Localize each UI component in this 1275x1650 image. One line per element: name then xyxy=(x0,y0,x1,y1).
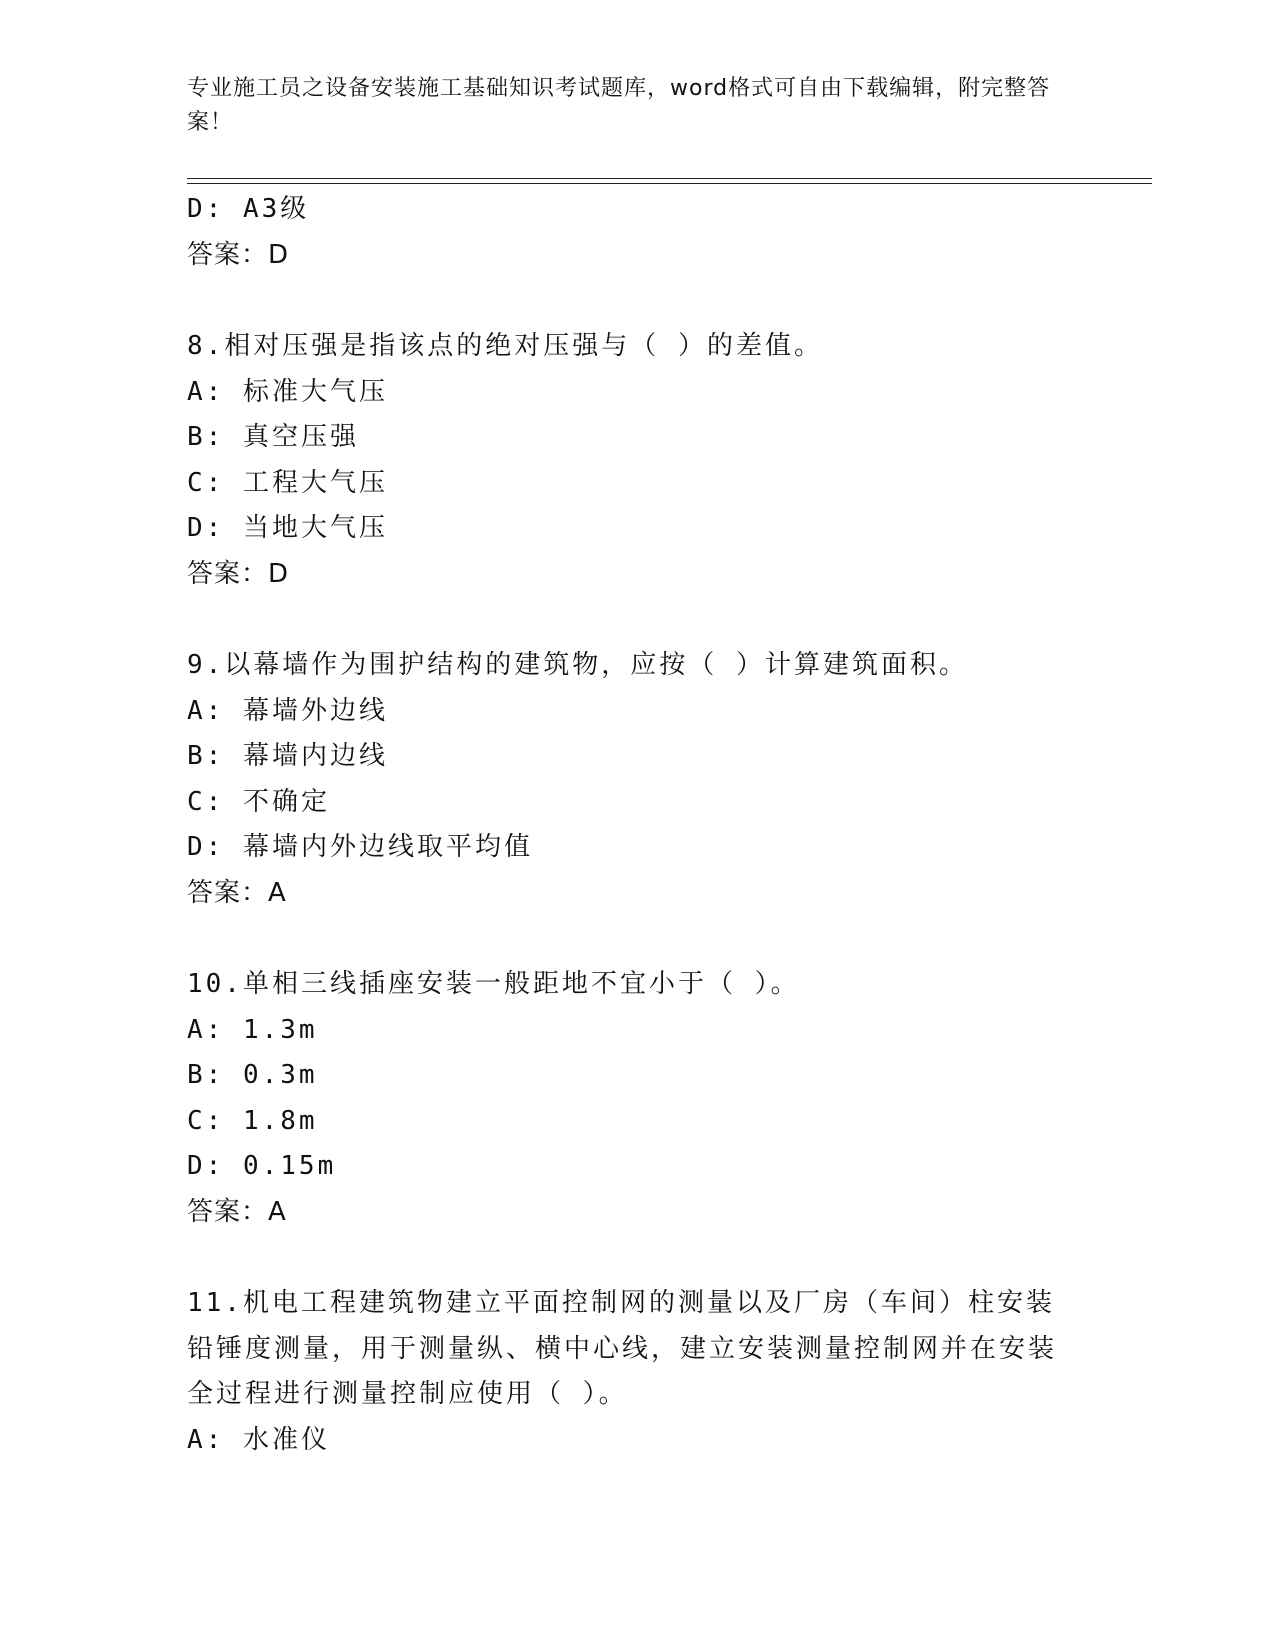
option-d: D: A3级 xyxy=(187,194,310,224)
answer: 答案：A xyxy=(187,877,287,908)
option-b: B: 幕墙内边线 xyxy=(187,741,388,771)
question-title: 11.机电工程建筑物建立平面控制网的测量以及厂房（车间）柱安装铅锤度测量，用于测量纵、横中心线，建立安装测量控制网并在安装全过程进行测量控制应使用（ ）。 xyxy=(187,1288,1058,1409)
option-c: C: 工程大气压 xyxy=(187,467,388,498)
answer: 答案：A xyxy=(187,1196,287,1227)
option-a: A: 水准仪 xyxy=(187,1424,330,1455)
header-rule-top xyxy=(187,178,1152,179)
spacer xyxy=(187,916,1087,962)
question-title: 8.相对压强是指该点的绝对压强与（ ）的差值。 xyxy=(187,331,823,361)
option-c: C: 1.8m xyxy=(187,1105,318,1136)
spacer xyxy=(187,597,1087,643)
option-d: D: 0.15m xyxy=(187,1151,337,1181)
spacer xyxy=(187,1235,1087,1281)
header-rule-bottom xyxy=(187,183,1152,184)
spacer xyxy=(187,278,1087,324)
answer: 答案：D xyxy=(187,558,290,589)
question-title: 9.以幕墙作为围护结构的建筑物，应按（ ）计算建筑面积。 xyxy=(187,650,968,680)
question-10 xyxy=(187,962,1087,1235)
option-d: D: 幕墙内外边线取平均值 xyxy=(187,832,533,862)
option-a: A: 1.3m xyxy=(187,1014,318,1045)
question-list xyxy=(187,187,1087,1463)
option-b: B: 真空压强 xyxy=(187,422,359,452)
question-9 xyxy=(187,643,1087,916)
option-c: C: 不确定 xyxy=(187,786,330,817)
answer: 答案：D xyxy=(187,239,290,270)
document-header: 专业施工员之设备安装施工基础知识考试题库，word格式可自由下载编辑，附完整答案！ xyxy=(187,76,1051,135)
question-7-tail xyxy=(187,187,1087,278)
question-title: 10.单相三线插座安装一般距地不宜小于（ ）。 xyxy=(187,969,800,999)
option-b: B: 0.3m xyxy=(187,1060,318,1090)
option-a: A: 标准大气压 xyxy=(187,376,388,407)
question-8 xyxy=(187,324,1087,597)
option-a: A: 幕墙外边线 xyxy=(187,695,388,726)
option-d: D: 当地大气压 xyxy=(187,513,388,543)
question-11 xyxy=(187,1281,1087,1463)
